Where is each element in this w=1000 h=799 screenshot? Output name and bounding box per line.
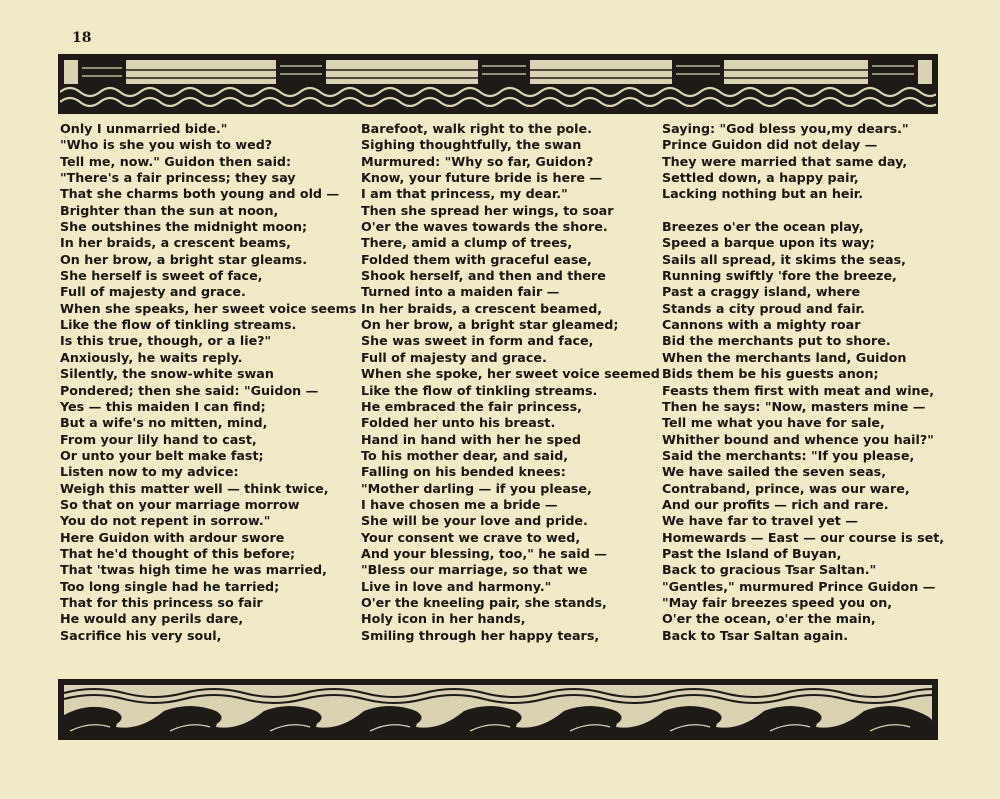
- poem-line: "There's a fair princess; they say: [60, 170, 296, 186]
- poem-line: Said the merchants: "If you please,: [662, 447, 915, 463]
- poem-line: I am that princess, my dear.": [361, 186, 568, 202]
- poem-line: Back to Tsar Saltan again.: [662, 627, 849, 643]
- poem-line: Folded them with graceful ease,: [361, 251, 592, 267]
- poem-line: Murmured: "Why so far, Guidon?: [361, 153, 594, 169]
- poem-line: Barefoot, walk right to the pole.: [361, 121, 592, 136]
- poem-line: Know, your future bride is here —: [361, 170, 603, 186]
- poem-line: Bids them be his guests anon;: [662, 366, 879, 382]
- poem-line: That 'twas high time he was married,: [60, 562, 327, 578]
- poem-line: We have sailed the seven seas,: [662, 464, 887, 480]
- text-column-1: [60, 121, 356, 644]
- poem-line: Then she spread her wings, to soar: [361, 202, 614, 218]
- poem-line: Full of majesty and grace.: [60, 284, 246, 300]
- poem-line: In her braids, a crescent beamed,: [361, 300, 603, 316]
- poem-line: When the merchants land, Guidon: [662, 349, 907, 365]
- poem-line: Listen now to my advice:: [60, 464, 239, 480]
- poem-line: When she speaks, her sweet voice seems: [60, 300, 357, 316]
- top-decorative-border: [58, 54, 938, 114]
- poem-line: From your lily hand to cast,: [60, 431, 257, 447]
- poem-line: O'er the waves towards the shore.: [361, 219, 608, 235]
- poem-line: Hand in hand with her he sped: [361, 431, 581, 447]
- poem-line: Sacrifice his very soul,: [60, 627, 222, 643]
- poem-line: O'er the ocean, o'er the main,: [662, 611, 876, 627]
- poem-line: She will be your love and pride.: [361, 513, 588, 529]
- poem-line: You do not repent in sorrow.": [60, 513, 271, 529]
- text-column-2: [361, 121, 660, 644]
- text-column-3: [662, 121, 944, 644]
- poem-line: Weigh this matter well — think twice,: [60, 480, 329, 496]
- poem-line: Sighing thoughtfully, the swan: [361, 137, 582, 153]
- poem-line: Live in love and harmony.": [361, 578, 552, 594]
- poem-line: He embraced the fair princess,: [361, 398, 582, 414]
- poem-line: So that on your marriage morrow: [60, 496, 300, 512]
- poem-line: And our profits — rich and rare.: [662, 496, 889, 512]
- poem-line: She was sweet in form and face,: [361, 333, 594, 349]
- poem-line: O'er the kneeling pair, she stands,: [361, 594, 607, 610]
- poem-line: Like the flow of tinkling streams.: [60, 317, 297, 333]
- poem-line: There, amid a clump of trees,: [361, 235, 573, 251]
- bottom-decorative-border: [58, 679, 938, 740]
- poem-line: Folded her unto his breast.: [361, 415, 556, 431]
- poem-line: Tell me what you have for sale,: [662, 415, 885, 431]
- poem-line: "Who is she you wish to wed?: [60, 137, 273, 153]
- poem-line: Here Guidon with ardour swore: [60, 529, 285, 545]
- poem-line: I have chosen me a bride —: [361, 496, 558, 512]
- poem-line: That for this princess so fair: [60, 594, 263, 610]
- city-and-waves-illustration: [60, 56, 936, 112]
- poem-line: Brighter than the sun at noon,: [60, 202, 279, 218]
- poem-line: Only I unmarried bide.": [60, 121, 228, 136]
- poem-line: She outshines the midnight moon;: [60, 219, 308, 235]
- poem-line: She herself is sweet of face,: [60, 268, 263, 284]
- poem-line: "Bless our marriage, so that we: [361, 562, 588, 578]
- poem-line: Breezes o'er the ocean play,: [662, 219, 864, 235]
- curling-waves-illustration: [60, 681, 936, 738]
- poem-line: On her brow, a bright star gleamed;: [361, 317, 619, 333]
- poem-line: Your consent we crave to wed,: [361, 529, 581, 545]
- poem-line: Prince Guidon did not delay —: [662, 137, 878, 153]
- poem-line: "May fair breezes speed you on,: [662, 594, 893, 610]
- poem-line: Too long single had he tarried;: [60, 578, 280, 594]
- page-number: 18: [72, 30, 92, 46]
- poem-line: Speed a barque upon its way;: [662, 235, 875, 251]
- poem-line: Full of majesty and grace.: [361, 349, 547, 365]
- stanza-break: [662, 203, 944, 219]
- poem-line: When she spoke, her sweet voice seemed: [361, 366, 660, 382]
- poem-line: Anxiously, he waits reply.: [60, 349, 243, 365]
- poem-line: Tell me, now." Guidon then said:: [60, 153, 292, 169]
- poem-line: Bid the merchants put to shore.: [662, 333, 891, 349]
- poem-line: He would any perils dare,: [60, 611, 244, 627]
- poem-line: Feasts them first with meat and wine,: [662, 382, 935, 398]
- poem-line: Silently, the snow-white swan: [60, 366, 274, 382]
- poem-line: Pondered; then she said: "Guidon —: [60, 382, 319, 398]
- poem-line: Whither bound and whence you hail?": [662, 431, 934, 447]
- poem-line: Homewards — East — our course is set,: [662, 529, 945, 545]
- poem-line: On her brow, a bright star gleams.: [60, 251, 308, 267]
- poem-line: To his mother dear, and said,: [361, 447, 569, 463]
- poem-line: Yes — this maiden I can find;: [60, 398, 266, 414]
- poem-line: And your blessing, too," he said —: [361, 545, 607, 561]
- poem-line: Contraband, prince, was our ware,: [662, 480, 910, 496]
- poem-line: Or unto your belt make fast;: [60, 447, 264, 463]
- poem-line: Falling on his bended knees:: [361, 464, 566, 480]
- poem-line: Back to gracious Tsar Saltan.": [662, 562, 877, 578]
- poem-line: That he'd thought of this before;: [60, 545, 296, 561]
- poem-line: Turned into a maiden fair —: [361, 284, 560, 300]
- poem-line: Shook herself, and then and there: [361, 268, 606, 284]
- poem-line: That she charms both young and old —: [60, 186, 340, 202]
- poem-line: Is this true, though, or a lie?": [60, 333, 272, 349]
- poem-line: Cannons with a mighty roar: [662, 317, 861, 333]
- poem-line: Smiling through her happy tears,: [361, 627, 600, 643]
- poem-line: Then he says: "Now, masters mine —: [662, 398, 926, 414]
- poem-line: We have far to travel yet —: [662, 513, 858, 529]
- poem-line: Past the Island of Buyan,: [662, 545, 842, 561]
- poem-line: Like the flow of tinkling streams.: [361, 382, 598, 398]
- poem-line: Past a craggy island, where: [662, 284, 861, 300]
- poem-line: In her braids, a crescent beams,: [60, 235, 291, 251]
- poem-line: Saying: "God bless you,my dears.": [662, 121, 909, 136]
- poem-line: Stands a city proud and fair.: [662, 300, 865, 316]
- poem-line: They were married that same day,: [662, 153, 908, 169]
- poem-line: Lacking nothing but an heir.: [662, 186, 864, 202]
- poem-line: "Gentles," murmured Prince Guidon —: [662, 578, 936, 594]
- poem-line: Sails all spread, it skims the seas,: [662, 251, 906, 267]
- poem-line: Settled down, a happy pair,: [662, 170, 859, 186]
- poem-line: But a wife's no mitten, mind,: [60, 415, 268, 431]
- poem-line: "Mother darling — if you please,: [361, 480, 592, 496]
- poem-line: Holy icon in her hands,: [361, 611, 526, 627]
- poem-line: Running swiftly 'fore the breeze,: [662, 268, 897, 284]
